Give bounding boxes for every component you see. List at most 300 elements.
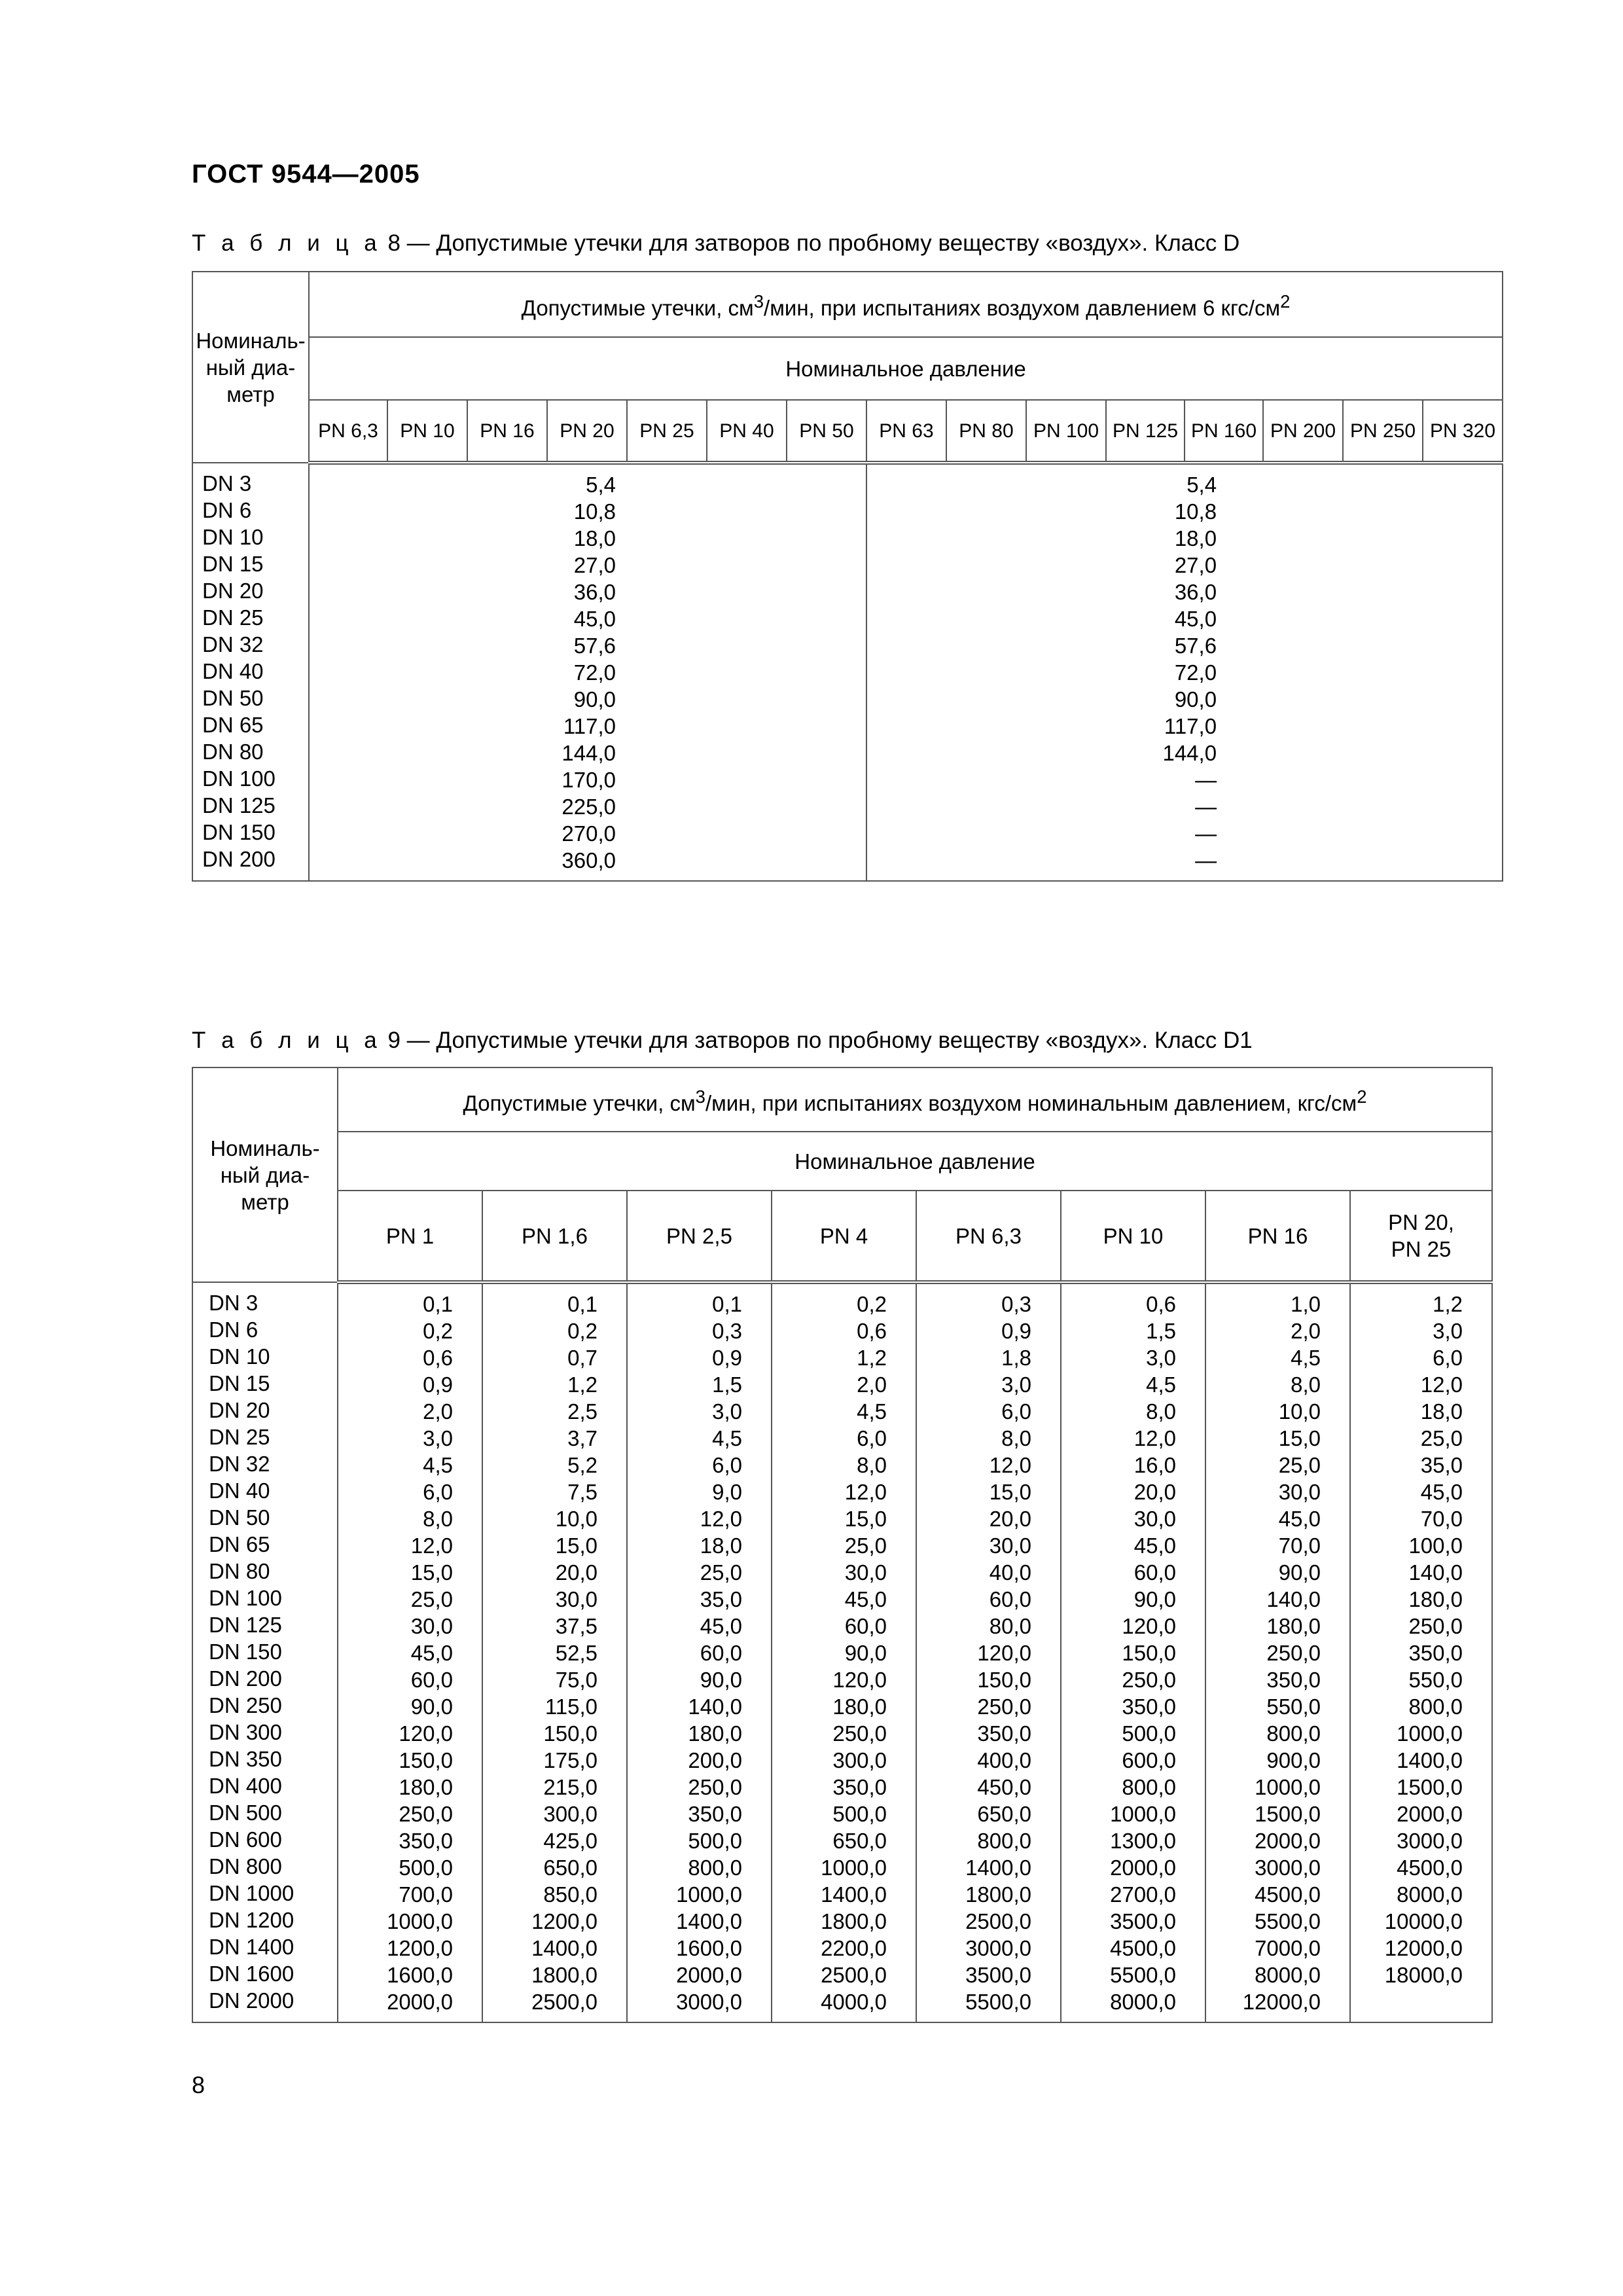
cell-line: 36,0 xyxy=(1174,580,1217,604)
cell-line: 1000,0 xyxy=(387,1909,453,1933)
cell-line: DN 6 xyxy=(209,1318,259,1342)
cell-line: 35,0 xyxy=(700,1587,742,1611)
cell-line: 30,0 xyxy=(1278,1480,1321,1504)
cell-line: 60,0 xyxy=(989,1587,1031,1611)
cell-line: 3,0 xyxy=(423,1426,453,1450)
cell-line: 3,0 xyxy=(1433,1319,1463,1343)
superscript: 3 xyxy=(695,1086,705,1107)
cell-line: 3000,0 xyxy=(676,1990,742,2014)
cell-line: 700,0 xyxy=(399,1882,453,1907)
cell-line: — xyxy=(1195,795,1217,819)
cell-line: 117,0 xyxy=(1164,714,1217,738)
pressure-header-cell: PN 1,6 xyxy=(482,1191,627,1282)
cell-line: 600,0 xyxy=(1122,1748,1176,1772)
table-9-value-column xyxy=(338,1282,482,2022)
cell-line: 5,2 xyxy=(567,1453,597,1477)
cell-line: 350,0 xyxy=(399,1829,453,1853)
cell-line: 3,0 xyxy=(1001,1372,1031,1397)
cell-line: 7000,0 xyxy=(1255,1936,1321,1960)
cell-line: 4500,0 xyxy=(1397,1856,1463,1880)
pressure-header-cell: PN 160 xyxy=(1185,400,1263,463)
cell-line: 2000,0 xyxy=(676,1963,742,1987)
cell-line: 3500,0 xyxy=(965,1963,1031,1987)
cell-line: 27,0 xyxy=(1174,553,1217,577)
cell-line: 1000,0 xyxy=(1255,1775,1321,1799)
cell-line: DN 50 xyxy=(202,686,264,710)
group-header-text: /мин, при испытаниях воздухом номинальным давлением, кгс/см xyxy=(705,1090,1357,1115)
stub-header-line: метр xyxy=(241,1189,289,1214)
cell-line: 1500,0 xyxy=(1255,1802,1321,1826)
cell-line: 36,0 xyxy=(573,580,616,604)
cell-line: 8000,0 xyxy=(1397,1882,1463,1907)
cell-line: 2700,0 xyxy=(1110,1882,1176,1907)
cell-line: 6,0 xyxy=(1433,1346,1463,1370)
cell-line: 1800,0 xyxy=(965,1882,1031,1907)
cell-line: 3000,0 xyxy=(965,1936,1031,1960)
cell-line: 180,0 xyxy=(832,1695,887,1719)
cell-line: 16,0 xyxy=(1133,1453,1176,1477)
pressure-header-cell: PN 25 xyxy=(627,400,707,463)
cell-line: 500,0 xyxy=(399,1856,453,1880)
cell-line: 25,0 xyxy=(410,1587,453,1611)
cell-line: DN 3 xyxy=(202,471,252,495)
cell-line: 250,0 xyxy=(977,1695,1031,1719)
cell-line: 57,6 xyxy=(1174,634,1217,658)
cell-line: 180,0 xyxy=(688,1721,742,1746)
cell-line: 4,5 xyxy=(423,1453,453,1477)
document-code: ГОСТ 9544—2005 xyxy=(192,160,420,188)
cell-line: 12000,0 xyxy=(1384,1936,1463,1960)
cell-line: — xyxy=(1195,821,1217,846)
cell-line: 4,5 xyxy=(712,1426,742,1450)
cell-line: 25,0 xyxy=(1278,1453,1321,1477)
cell-line: 180,0 xyxy=(1408,1587,1463,1611)
cell-line: 52,5 xyxy=(555,1641,597,1665)
cell-line: 250,0 xyxy=(832,1721,887,1746)
cell-line: 5500,0 xyxy=(1255,1909,1321,1933)
cell-line: 8000,0 xyxy=(1110,1990,1176,2014)
cell-line: DN 40 xyxy=(202,659,264,683)
cell-line: 0,1 xyxy=(712,1292,742,1316)
cell-line: 90,0 xyxy=(844,1641,887,1665)
cell-line: DN 65 xyxy=(209,1532,270,1556)
pressure-header-cell: PN 63 xyxy=(866,400,946,463)
cell-line: 650,0 xyxy=(543,1856,597,1880)
cell-line: DN 50 xyxy=(209,1505,270,1530)
table-9-stub-header xyxy=(192,1067,338,1282)
pressure-header-cell: PN 20, PN 25 xyxy=(1350,1191,1492,1282)
cell-line: 8,0 xyxy=(1291,1372,1321,1397)
pressure-header-cell: PN 10 xyxy=(387,400,467,463)
cell-line: DN 500 xyxy=(209,1801,282,1825)
cell-line: 225,0 xyxy=(562,795,616,819)
table-9-diameter-column xyxy=(192,1282,338,2022)
table-9-caption xyxy=(192,1028,1253,1054)
cell-line: 250,0 xyxy=(1266,1641,1321,1665)
cell-line: 90,0 xyxy=(1133,1587,1176,1611)
cell-line: DN 150 xyxy=(209,1640,282,1664)
cell-line: 8,0 xyxy=(1146,1399,1176,1424)
cell-line: 45,0 xyxy=(844,1587,887,1611)
cell-line: 800,0 xyxy=(1408,1695,1463,1719)
cell-line: 350,0 xyxy=(977,1721,1031,1746)
cell-line: 60,0 xyxy=(844,1614,887,1638)
pressure-header-cell: PN 2,5 xyxy=(627,1191,772,1282)
table-9-subgroup-header: Номинальное давление xyxy=(338,1132,1492,1191)
cell-line: 150,0 xyxy=(543,1721,597,1746)
cell-line: 2,5 xyxy=(567,1399,597,1424)
cell-line: 250,0 xyxy=(399,1802,453,1826)
cell-line: DN 150 xyxy=(202,820,276,844)
cell-line: 0,9 xyxy=(1001,1319,1031,1343)
pressure-header-cell: PN 4 xyxy=(772,1191,916,1282)
cell-line: 350,0 xyxy=(1266,1668,1321,1692)
cell-line: DN 125 xyxy=(202,793,276,817)
cell-line: 5500,0 xyxy=(1110,1963,1176,1987)
pressure-header-cell: PN 250 xyxy=(1343,400,1423,463)
cell-line: 800,0 xyxy=(688,1856,742,1880)
cell-line: 70,0 xyxy=(1420,1507,1463,1531)
cell-line: 350,0 xyxy=(688,1802,742,1826)
page-number: 8 xyxy=(192,2072,205,2098)
cell-line: 425,0 xyxy=(543,1829,597,1853)
cell-line: 18,0 xyxy=(573,526,616,550)
cell-line: 12,0 xyxy=(700,1507,742,1531)
table-8-caption xyxy=(192,230,1240,257)
cell-line: DN 1400 xyxy=(209,1935,294,1959)
cell-line: 1600,0 xyxy=(387,1963,453,1987)
pressure-header-cell: PN 100 xyxy=(1026,400,1106,463)
cell-line: 60,0 xyxy=(1133,1560,1176,1585)
cell-line: 2,0 xyxy=(423,1399,453,1424)
cell-line: 2500,0 xyxy=(821,1963,887,1987)
cell-line: 175,0 xyxy=(543,1748,597,1772)
cell-line: DN 1000 xyxy=(209,1881,294,1905)
cell-line: 5,4 xyxy=(586,473,616,497)
stub-header-line: Номиналь- xyxy=(196,328,306,353)
cell-line: 180,0 xyxy=(399,1775,453,1799)
cell-line: 57,6 xyxy=(573,634,616,658)
cell-line: 30,0 xyxy=(410,1614,453,1638)
cell-line: 1600,0 xyxy=(676,1936,742,1960)
cell-line: DN 1600 xyxy=(209,1962,294,1986)
table-9-value-column xyxy=(482,1282,627,2022)
cell-line: 10,8 xyxy=(1174,499,1217,524)
cell-line: 350,0 xyxy=(1122,1695,1176,1719)
cell-line: 9,0 xyxy=(712,1480,742,1504)
cell-line: 0,9 xyxy=(712,1346,742,1370)
table-8-subgroup-header: Номинальное давление xyxy=(309,337,1503,400)
cell-line: 1300,0 xyxy=(1110,1829,1176,1853)
cell-line: 60,0 xyxy=(410,1668,453,1692)
table-9-value-column xyxy=(1205,1282,1350,2022)
cell-line: — xyxy=(1195,768,1217,792)
cell-line: 400,0 xyxy=(977,1748,1031,1772)
cell-line: 150,0 xyxy=(1122,1641,1176,1665)
table-9-caption-prefix: Т а б л и ц а xyxy=(192,1028,382,1053)
cell-line: 1400,0 xyxy=(676,1909,742,1933)
cell-line: 20,0 xyxy=(989,1507,1031,1531)
cell-line: 250,0 xyxy=(688,1775,742,1799)
cell-line: 1800,0 xyxy=(821,1909,887,1933)
cell-line: 40,0 xyxy=(989,1560,1031,1585)
cell-line: 6,0 xyxy=(423,1480,453,1504)
cell-line: DN 15 xyxy=(209,1371,270,1395)
cell-line: 2,0 xyxy=(857,1372,887,1397)
cell-line: 4,5 xyxy=(1146,1372,1176,1397)
table-8-caption-prefix: Т а б л и ц а xyxy=(192,230,382,256)
cell-line: 3000,0 xyxy=(1397,1829,1463,1853)
cell-line: 350,0 xyxy=(832,1775,887,1799)
cell-line: 1000,0 xyxy=(821,1856,887,1880)
cell-line: 3,7 xyxy=(567,1426,597,1450)
cell-line: 2000,0 xyxy=(387,1990,453,2014)
cell-line: DN 3 xyxy=(209,1291,259,1315)
pressure-header-cell: PN 20 xyxy=(547,400,627,463)
cell-line: 900,0 xyxy=(1266,1748,1321,1772)
stub-header-line: Номиналь- xyxy=(210,1136,320,1160)
stub-header-line: ный диа- xyxy=(220,1162,310,1187)
cell-line: DN 20 xyxy=(209,1398,270,1422)
cell-line: 8000,0 xyxy=(1255,1963,1321,1987)
table-8-values-pn63-to-pn320 xyxy=(866,463,1503,881)
cell-line: 2000,0 xyxy=(1255,1829,1321,1853)
cell-line: 2500,0 xyxy=(965,1909,1031,1933)
cell-line: 2500,0 xyxy=(531,1990,597,2014)
cell-line: 120,0 xyxy=(399,1721,453,1746)
cell-line: 75,0 xyxy=(555,1668,597,1692)
cell-line: 800,0 xyxy=(1266,1721,1321,1746)
cell-line: 150,0 xyxy=(977,1668,1031,1692)
cell-line: 100,0 xyxy=(1408,1534,1463,1558)
cell-line: 12,0 xyxy=(844,1480,887,1504)
superscript: 2 xyxy=(1280,291,1291,312)
table-9-caption-text: 9 — Допустимые утечки для затворов по пробному веществу «воздух». Класс D1 xyxy=(381,1028,1253,1053)
cell-line: 120,0 xyxy=(977,1641,1031,1665)
cell-line: 0,3 xyxy=(712,1319,742,1343)
cell-line: DN 25 xyxy=(202,605,264,630)
cell-line: 4500,0 xyxy=(1255,1882,1321,1907)
cell-line: DN 200 xyxy=(209,1666,282,1691)
cell-line: 30,0 xyxy=(844,1560,887,1585)
cell-line: DN 400 xyxy=(209,1774,282,1798)
cell-line: 90,0 xyxy=(1278,1560,1321,1585)
cell-line: DN 15 xyxy=(202,552,264,576)
cell-line: 1,2 xyxy=(857,1346,887,1370)
cell-line: 4000,0 xyxy=(821,1990,887,2014)
cell-line: 12000,0 xyxy=(1242,1990,1321,2014)
cell-line: 6,0 xyxy=(857,1426,887,1450)
cell-line: 4500,0 xyxy=(1110,1936,1176,1960)
cell-line: 45,0 xyxy=(700,1614,742,1638)
cell-line: 450,0 xyxy=(977,1775,1031,1799)
table-9 xyxy=(192,1067,1493,2023)
cell-line: 12,0 xyxy=(1133,1426,1176,1450)
cell-line: 45,0 xyxy=(1174,607,1217,631)
cell-line: 1000,0 xyxy=(1110,1802,1176,1826)
cell-line: 37,5 xyxy=(555,1614,597,1638)
cell-line: 2200,0 xyxy=(821,1936,887,1960)
cell-line: 0,7 xyxy=(567,1346,597,1370)
cell-line: 20,0 xyxy=(1133,1480,1176,1504)
cell-line: 1,5 xyxy=(712,1372,742,1397)
cell-line: 117,0 xyxy=(563,714,616,738)
cell-line: 45,0 xyxy=(410,1641,453,1665)
pressure-header-cell: PN 50 xyxy=(787,400,866,463)
superscript: 2 xyxy=(1357,1086,1367,1107)
cell-line: DN 20 xyxy=(202,579,264,603)
cell-line: 140,0 xyxy=(1266,1587,1321,1611)
cell-line: 350,0 xyxy=(1408,1641,1463,1665)
cell-line: DN 1200 xyxy=(209,1908,294,1932)
table-8-values-pn6-3-to-pn50 xyxy=(309,463,866,881)
cell-line: DN 300 xyxy=(209,1720,282,1744)
cell-line: DN 32 xyxy=(209,1452,270,1476)
cell-line: 10,8 xyxy=(573,499,616,524)
cell-line: DN 250 xyxy=(209,1693,282,1717)
cell-line: DN 800 xyxy=(209,1854,282,1878)
cell-line: 0,2 xyxy=(857,1292,887,1316)
cell-line: 115,0 xyxy=(544,1695,597,1719)
table-9-value-column xyxy=(627,1282,772,2022)
group-header-text: Допустимые утечки, см xyxy=(463,1090,696,1115)
cell-line: 5,4 xyxy=(1186,473,1217,497)
cell-line: 15,0 xyxy=(410,1560,453,1585)
cell-line: 90,0 xyxy=(700,1668,742,1692)
cell-line: 3,0 xyxy=(712,1399,742,1424)
cell-line: 1400,0 xyxy=(965,1856,1031,1880)
cell-line: DN 25 xyxy=(209,1425,270,1449)
cell-line: 27,0 xyxy=(573,553,616,577)
cell-line: 800,0 xyxy=(977,1829,1031,1853)
table-9-value-column xyxy=(772,1282,916,2022)
cell-line: 1500,0 xyxy=(1397,1775,1463,1799)
cell-line: DN 100 xyxy=(209,1586,282,1610)
pressure-header-cell: PN 80 xyxy=(946,400,1026,463)
cell-line: 2000,0 xyxy=(1110,1856,1176,1880)
pressure-header-cell: PN 6,3 xyxy=(916,1191,1061,1282)
table-8-caption-text: 8 — Допустимые утечки для затворов по пробному веществу «воздух». Класс D xyxy=(381,230,1240,256)
cell-line: 90,0 xyxy=(410,1695,453,1719)
cell-line: 20,0 xyxy=(555,1560,597,1585)
cell-line: DN 350 xyxy=(209,1747,282,1771)
cell-line: 2000,0 xyxy=(1397,1802,1463,1826)
cell-line: 1,2 xyxy=(1433,1292,1463,1316)
cell-line: 70,0 xyxy=(1278,1534,1321,1558)
cell-line: 0,2 xyxy=(567,1319,597,1343)
cell-line: 1000,0 xyxy=(676,1882,742,1907)
cell-line: 1200,0 xyxy=(387,1936,453,1960)
cell-line: 18,0 xyxy=(700,1534,742,1558)
cell-line: DN 125 xyxy=(209,1613,282,1637)
cell-line: 1400,0 xyxy=(821,1882,887,1907)
cell-line: 10,0 xyxy=(1278,1399,1321,1424)
cell-line: 15,0 xyxy=(555,1534,597,1558)
cell-line: 72,0 xyxy=(1174,660,1217,685)
stub-header-line: ный диа- xyxy=(205,355,296,380)
cell-line: 10,0 xyxy=(555,1507,597,1531)
cell-line: 90,0 xyxy=(1174,687,1217,711)
cell-line: 140,0 xyxy=(1408,1560,1463,1585)
cell-line: 45,0 xyxy=(1278,1507,1321,1531)
cell-line: 15,0 xyxy=(844,1507,887,1531)
cell-line: 1800,0 xyxy=(531,1963,597,1987)
cell-line: 12,0 xyxy=(989,1453,1031,1477)
cell-line: 150,0 xyxy=(399,1748,453,1772)
cell-line: 144,0 xyxy=(562,741,616,765)
cell-line: 25,0 xyxy=(1420,1426,1463,1450)
cell-line: — xyxy=(1195,848,1217,872)
superscript: 3 xyxy=(753,291,764,312)
cell-line: DN 100 xyxy=(202,766,276,791)
cell-line: 7,5 xyxy=(567,1480,597,1504)
cell-line: 30,0 xyxy=(1133,1507,1176,1531)
cell-line: 1400,0 xyxy=(531,1936,597,1960)
stub-header-line: метр xyxy=(226,382,275,406)
cell-line: 45,0 xyxy=(573,607,616,631)
cell-line: 15,0 xyxy=(1278,1426,1321,1450)
cell-line: 0,6 xyxy=(1146,1292,1176,1316)
cell-line: 18,0 xyxy=(1420,1399,1463,1424)
cell-line: 1000,0 xyxy=(1397,1721,1463,1746)
cell-line: 200,0 xyxy=(688,1748,742,1772)
cell-line: 2,0 xyxy=(1291,1319,1321,1343)
cell-line: 30,0 xyxy=(555,1587,597,1611)
table-8-diameter-column xyxy=(192,463,309,881)
pressure-header-cell: PN 320 xyxy=(1423,400,1503,463)
cell-line: DN 6 xyxy=(202,498,252,522)
cell-line: 270,0 xyxy=(562,821,616,846)
cell-line: 550,0 xyxy=(1408,1668,1463,1692)
cell-line: 500,0 xyxy=(832,1802,887,1826)
cell-line: 25,0 xyxy=(700,1560,742,1585)
pressure-header-cell: PN 125 xyxy=(1106,400,1185,463)
cell-line: 1,8 xyxy=(1001,1346,1031,1370)
cell-line: 250,0 xyxy=(1122,1668,1176,1692)
cell-line: 6,0 xyxy=(1001,1399,1031,1424)
cell-line: 3000,0 xyxy=(1255,1856,1321,1880)
cell-line: 500,0 xyxy=(1122,1721,1176,1746)
cell-line: 0,6 xyxy=(423,1346,453,1370)
table-9-value-column xyxy=(1350,1282,1492,2022)
cell-line: 90,0 xyxy=(573,687,616,711)
cell-line: 170,0 xyxy=(562,768,616,792)
cell-line: 300,0 xyxy=(543,1802,597,1826)
cell-line: 35,0 xyxy=(1420,1453,1463,1477)
cell-line: 3,0 xyxy=(1146,1346,1176,1370)
cell-line: 15,0 xyxy=(989,1480,1031,1504)
pressure-header-cell: PN 40 xyxy=(707,400,787,463)
cell-line: 1,0 xyxy=(1291,1292,1321,1316)
table-8-group-header xyxy=(309,272,1503,337)
cell-line: 80,0 xyxy=(989,1614,1031,1638)
cell-line: 0,6 xyxy=(857,1319,887,1343)
cell-line: DN 10 xyxy=(202,525,264,549)
group-header-text: Допустимые утечки, см xyxy=(521,295,754,320)
cell-line: 0,1 xyxy=(567,1292,597,1316)
table-8-stub-header xyxy=(192,272,309,463)
cell-line: 650,0 xyxy=(832,1829,887,1853)
cell-line: 800,0 xyxy=(1122,1775,1176,1799)
cell-line: 1,5 xyxy=(1146,1319,1176,1343)
cell-line: 10000,0 xyxy=(1384,1909,1463,1933)
group-header-text: /мин, при испытаниях воздухом давлением 6 кгс/см xyxy=(764,295,1281,320)
cell-line: 4,5 xyxy=(857,1399,887,1424)
pressure-header-cell: PN 16 xyxy=(1205,1191,1350,1282)
cell-line: 1200,0 xyxy=(531,1909,597,1933)
cell-line: 300,0 xyxy=(832,1748,887,1772)
cell-line: DN 40 xyxy=(209,1479,270,1503)
